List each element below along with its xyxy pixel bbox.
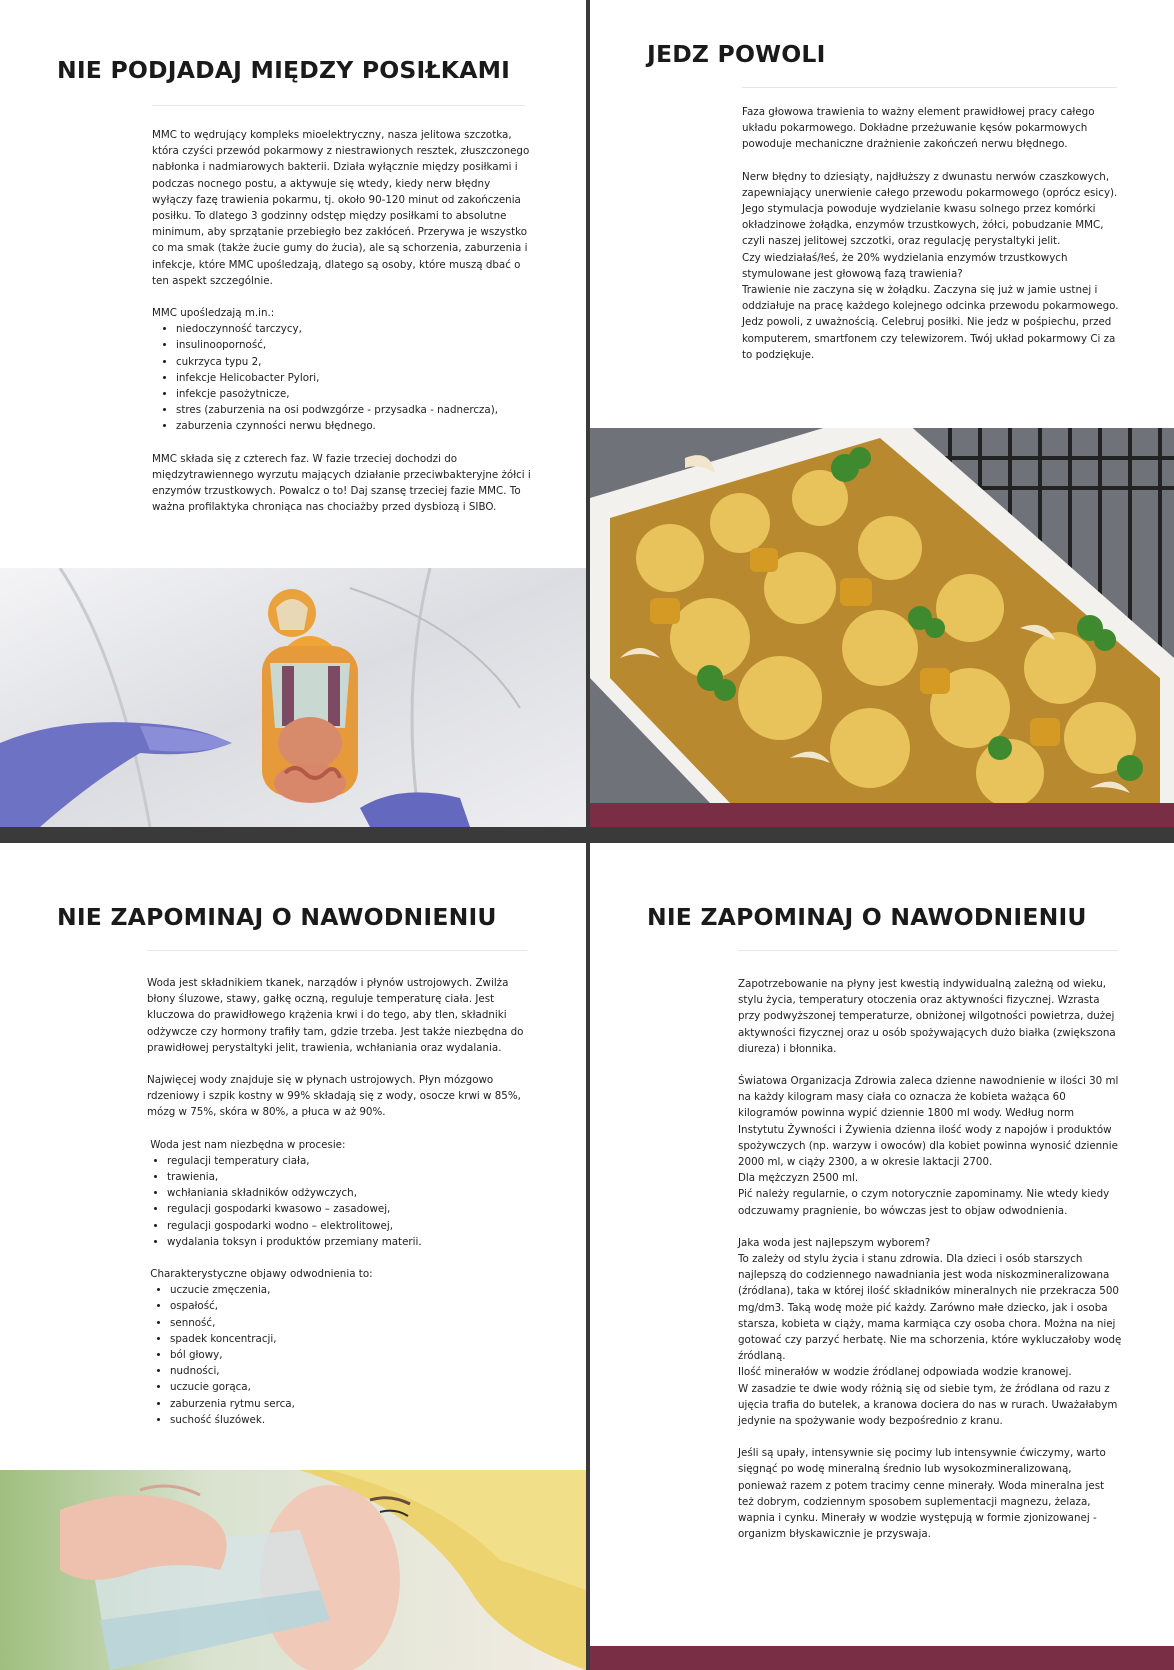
roasted-cauliflower-photo <box>590 428 1174 803</box>
page-title: NIE ZAPOMINAJ O NAWODNIENIU <box>647 903 1087 931</box>
page-body <box>738 976 1122 1543</box>
paragraph: Faza głowowa trawienia to ważny element prawidłowej pracy całego układu pokarmowego. Dokładne przeżuwanie kęsów pokarmowych powoduje mechaniczne drażnienie zakończeń nerwu błędnego. <box>742 106 1095 151</box>
process-list <box>147 1153 532 1250</box>
paragraph: Pić należy regularnie, o czym notorycznie zapominamy. Nie wtedy kiedy odczuwamy pragnienie, bo wówczas jest to objaw odwodnienia. <box>738 1188 1110 1217</box>
page-body <box>742 104 1124 363</box>
page-title: JEDZ POWOLI <box>647 40 826 68</box>
paragraph: Jeśli są upały, intensywnie się pocimy lub intensywnie ćwiczymy, warto sięgnąć po wodę mineralną średnio lub wysokozmineralizowaną, ponieważ razem z potem tracimy cenne minerały. Woda mineralna jest też dobrym, codziennym sposobem suplementacji magnezu, żelaza, wapnia i cynku. Minerały w wodzie występują w formie zjonizowanej - organizm błyskawicznie je przyswaja. <box>738 1447 1106 1541</box>
footer-bar <box>590 803 1174 827</box>
symptom-list <box>147 1282 532 1428</box>
paragraph: W zasadzie te dwie wody różnią się od siebie tym, że źródlana od razu z ujęcia trafia do butelek, a kranowa dociera do nas w rurach. Uważałabym jedynie na spożywanie wody bezpośrednio z kranu. <box>738 1382 1118 1428</box>
list-item: • stres (zaburzenia na osi podwzgórze - przysadka - nadnercza), <box>176 402 532 418</box>
paragraph: Najwięcej wody znajduje się w płynach ustrojowych. Płyn mózgowo rdzeniowy i szpik kostny w 99% składają się z wody, osocze krwi w 85%, mózg w 75%, skóra w 80%, a płuca w aż 90%. <box>147 1074 521 1119</box>
list-item: • regulacji gospodarki kwasowo – zasadowej, <box>167 1201 532 1217</box>
paragraph: MMC składa się z czterech faz. W fazie trzeciej dochodzi do międzytrawiennego wyrzutu mających działanie przeciwbakteryjne żółci i enzymów trzustkowych. Powalcz o to! Daj szansę trzeciej fazie MMC. To ważna profilaktyka chroniąca nas chociażby przed dysbiozą i SIBO. <box>152 452 531 514</box>
title-divider <box>742 87 1117 88</box>
list-item: • ból głowy, <box>170 1347 532 1363</box>
list-item: • regulacji temperatury ciała, <box>167 1153 532 1169</box>
paragraph: Zapotrzebowanie na płyny jest kwestią indywidualną zależną od wieku, stylu życia, temperatury otoczenia oraz aktywności fizycznej. Wzrasta przy podwyższonej temperaturze, obniżonej wilgotności powietrza, dużej aktywności fizycznej oraz u osób spożywających dużo białka (zwiększona diureza) i błonnika. <box>738 978 1116 1055</box>
page-title: NIE ZAPOMINAJ O NAWODNIENIU <box>57 903 497 931</box>
paragraph: Czy wiedziałaś/łeś, że 20% wydzielania enzymów trzustkowych stymulowane jest głowową fazą trawienia? <box>742 251 1068 280</box>
page-mmc <box>0 0 586 827</box>
list-item: • uczucie zmęczenia, <box>170 1282 532 1298</box>
list-item: • insulinooporność, <box>176 337 532 353</box>
list-item: • trawienia, <box>167 1169 532 1185</box>
page-hydration-2 <box>590 843 1174 1670</box>
list-item: • infekcje pasożytnicze, <box>176 386 532 402</box>
drinking-water-photo <box>0 1470 586 1670</box>
footer-bar <box>590 1646 1174 1670</box>
paragraph: Jaka woda jest najlepszym wyborem? <box>738 1236 931 1249</box>
list-item: • ospałość, <box>170 1298 532 1314</box>
page-body <box>147 975 532 1428</box>
list-item: • wchłaniania składników odżywczych, <box>167 1185 532 1201</box>
page-eat-slowly <box>590 0 1174 827</box>
page-body <box>152 127 532 515</box>
title-divider <box>738 950 1118 951</box>
list-item: • infekcje Helicobacter Pylori, <box>176 370 532 386</box>
list-item: • senność, <box>170 1315 532 1331</box>
list-item: • zaburzenia rytmu serca, <box>170 1396 532 1412</box>
condition-list <box>152 321 532 434</box>
paragraph: Jedz powoli, z uważnością. Celebruj posiłki. Nie jedz w pośpiechu, przed komputerem, smartfonem czy telewizorem. Twój układ pokarmowy Ci za to podziękuje. <box>742 316 1116 361</box>
list-item: • uczucie gorąca, <box>170 1379 532 1395</box>
page-title: NIE PODJADAJ MIĘDZY POSIŁKAMI <box>57 56 511 84</box>
paragraph: Światowa Organizacja Zdrowia zaleca dzienne nawodnienie w ilości 30 ml na każdy kilogram masy ciała co oznacza że kobieta ważąca 60 kilogramów powinna wypić dziennie 1800 ml wody. Według norm Instytutu Żywności i Żywienia dzienna ilość wody z napojów i produktów spożywczych (np. warzyw i owoców) dla kobiet powinna wynosić dziennie 2000 ml, w ciąży 2300, a w okresie laktacji 2700. <box>738 1075 1119 1169</box>
paragraph: Trawienie nie zaczyna się w żołądku. Zaczyna się już w jamie ustnej i oddziałuje na pracę każdego kolejnego odcinka przewodu pokarmowego. <box>742 284 1119 313</box>
anatomy-model-photo <box>0 568 586 827</box>
list-item: • niedoczynność tarczycy, <box>176 321 532 337</box>
list-intro: Woda jest nam niezbędna w procesie: <box>147 1138 346 1151</box>
list-item: • zaburzenia czynności nerwu błędnego. <box>176 418 532 434</box>
list-intro: Charakterystyczne objawy odwodnienia to: <box>147 1268 373 1281</box>
list-intro: MMC upośledzają m.in.: <box>152 307 275 320</box>
page-hydration-1 <box>0 843 586 1670</box>
list-item: • suchość śluzówek. <box>170 1412 532 1428</box>
title-divider <box>152 105 525 106</box>
paragraph: Dla mężczyzn 2500 ml. <box>738 1172 859 1185</box>
title-divider <box>147 950 527 951</box>
paragraph: Ilość minerałów w wodzie źródlanej odpowiada wodzie kranowej. <box>738 1366 1072 1379</box>
paragraph: Nerw błędny to dziesiąty, najdłuższy z dwunastu nerwów czaszkowych, zapewniający unerwienie całego przewodu pokarmowego (oprócz esicy). Jego stymulacja powoduje wydzielanie kwasu solnego przez komórki okładzinowe żołądka, enzymów trzustkowych, żółci, pobudzanie MMC, czyli naszej jelitowej szczotki, oraz regulację perystaltyki jelit. <box>742 170 1118 248</box>
list-item: • nudności, <box>170 1363 532 1379</box>
list-item: • wydalania toksyn i produktów przemiany materii. <box>167 1234 532 1250</box>
list-item: • cukrzyca typu 2, <box>176 354 532 370</box>
list-item: • regulacji gospodarki wodno – elektrolitowej, <box>167 1218 532 1234</box>
list-item: • spadek koncentracji, <box>170 1331 532 1347</box>
paragraph: MMC to wędrujący kompleks mioelektryczny, nasza jelitowa szczotka, która czyści przewód pokarmowy z niestrawionych resztek, złuszczonego nabłonka i nadmiarowych bakterii. Działa wyłącznie między posiłkami i podczas nocnego postu, a aktywuje się wtedy, kiedy nerw błędny wyłączy fazę trawienia pokarmu, tj. około 90-120 minut od zakończenia posiłku. To dlatego 3 godzinny odstęp między posiłkami to absolutne minimum, aby sprzątanie przebiegło bez zakłóceń. Przerywa je wszystko co ma smak (także żucie gumy do żucia), ale są schorzenia, zaburzenia i infekcje, które MMC upośledzają, dlatego są osoby, które muszą dbać o ten aspekt szczególnie. <box>152 129 530 287</box>
paragraph: To zależy od stylu życia i stanu zdrowia. Dla dzieci i osób starszych najlepszą do codziennego nawadniania jest woda niskozmineralizowana (źródlana), taka w której ilość składników mineralnych nie przekracza 500 mg/dm3. Taką wodę może pić każdy. Zarówno małe dziecko, jak i osoba starsza, kobieta w ciąży, mama karmiąca czy osoba chora. Można na niej gotować czy parzyć herbatę. Nie ma schorzenia, które wykluczałoby wodę źródlaną. <box>738 1253 1122 1363</box>
paragraph: Woda jest składnikiem tkanek, narządów i płynów ustrojowych. Zwilża błony śluzowe, stawy, gałkę oczną, reguluje temperaturę ciała. Jest kluczowa do prawidłowego krążenia krwi i do tego, aby tlen, składniki odżywcze czy hormony trafiły tam, gdzie trzeba. Jest także niezbędna do prawidłowej perystaltyki jelit, trawienia, wchłaniania oraz wydalania. <box>147 977 524 1054</box>
